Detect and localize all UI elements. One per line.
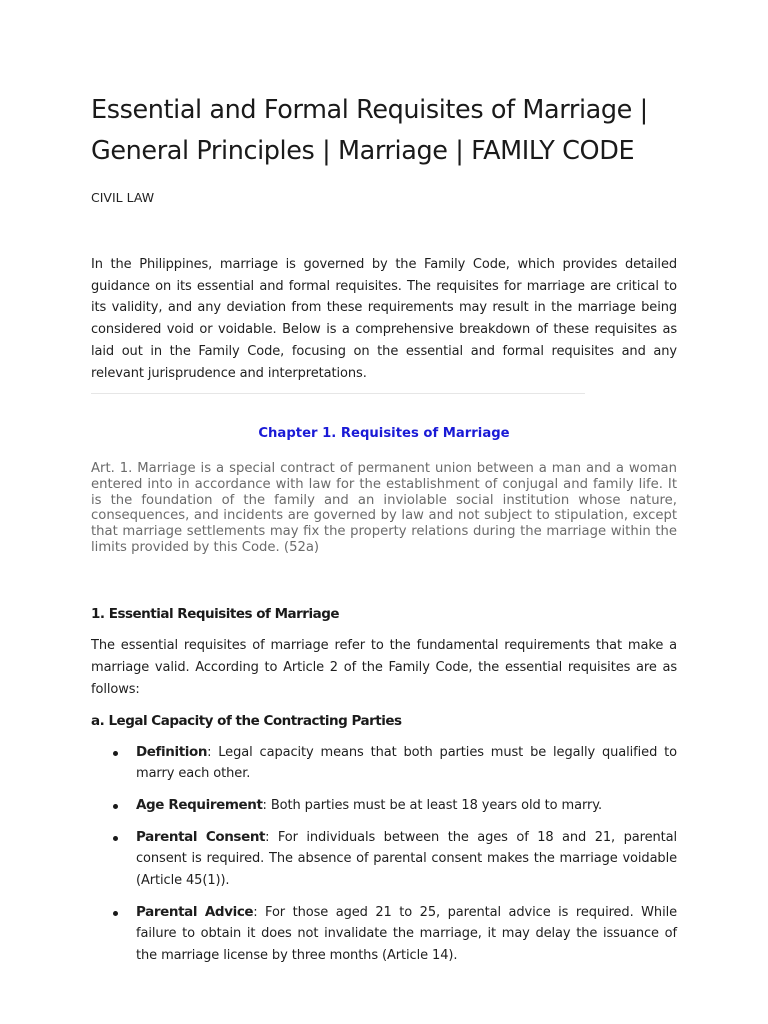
list-item-text: : Legal capacity means that both parties must be legally qualified to marry each other.	[136, 744, 677, 782]
list-item	[91, 827, 677, 892]
chapter-heading: Chapter 1. Requisites of Marriage	[258, 426, 510, 442]
list-item-term: Parental Advice	[136, 903, 254, 920]
list-item-text: : For individuals between the ages of 18 and 21, parental consent is required. The absence of parental consent makes the marriage voidable (Article 45(1)).	[136, 829, 677, 889]
list-item	[91, 742, 677, 785]
category-label: CIVIL LAW	[91, 190, 155, 205]
document-title: Essential and Formal Requisites of Marriage | General Principles | Marriage | FAMILY CODE	[91, 95, 648, 166]
list-item-text: : Both parties must be at least 18 years old to marry.	[262, 797, 602, 813]
bullet-icon	[113, 836, 118, 841]
bullet-icon	[113, 804, 118, 809]
section-intro-paragraph: The essential requisites of marriage refer to the fundamental requirements that make a marriage valid. According to Article 2 of the Family Code, the essential requisites are as follows:	[91, 638, 677, 697]
subsection-heading: a. Legal Capacity of the Contracting Parties	[91, 712, 402, 729]
article-quote: Art. 1. Marriage is a special contract of permanent union between a man and a woman entered into in accordance with law for the establishment of conjugal and family life. It is the foundation of the family and an inviolable social institution whose nature, consequences, and incidents are governed by law and not subject to stipulation, except that marriage settlements may fix the property relations during the marriage within the limits provided by this Code. (52a)	[91, 461, 677, 555]
bullet-icon	[113, 751, 118, 756]
document-page	[91, 0, 677, 977]
bullet-icon	[113, 911, 118, 916]
list-item-term: Definition	[136, 743, 208, 760]
intro-paragraph: In the Philippines, marriage is governed by the Family Code, which provides detailed guidance on its essential and formal requisites. The requisites for marriage are critical to its validity, and any deviation from these requirements may result in the marriage being considered void or voidable. Below is a comprehensive breakdown of these requisites as laid out in the Family Code, focusing on the essential and formal requisites and any relevant jurisprudence and interpretations.	[91, 257, 677, 381]
list-item	[91, 795, 677, 817]
list-item-term: Parental Consent	[136, 828, 266, 845]
section-heading: 1. Essential Requisites of Marriage	[91, 606, 340, 623]
list-item	[91, 902, 677, 967]
section-divider	[91, 393, 585, 394]
list-item-term: Age Requirement	[136, 796, 263, 813]
requirements-list	[91, 742, 677, 967]
list-item-text: : For those aged 21 to 25, parental advice is required. While failure to obtain it does not invalidate the marriage, it may delay the issuance of the marriage license by three months (Article 14).	[136, 904, 677, 964]
